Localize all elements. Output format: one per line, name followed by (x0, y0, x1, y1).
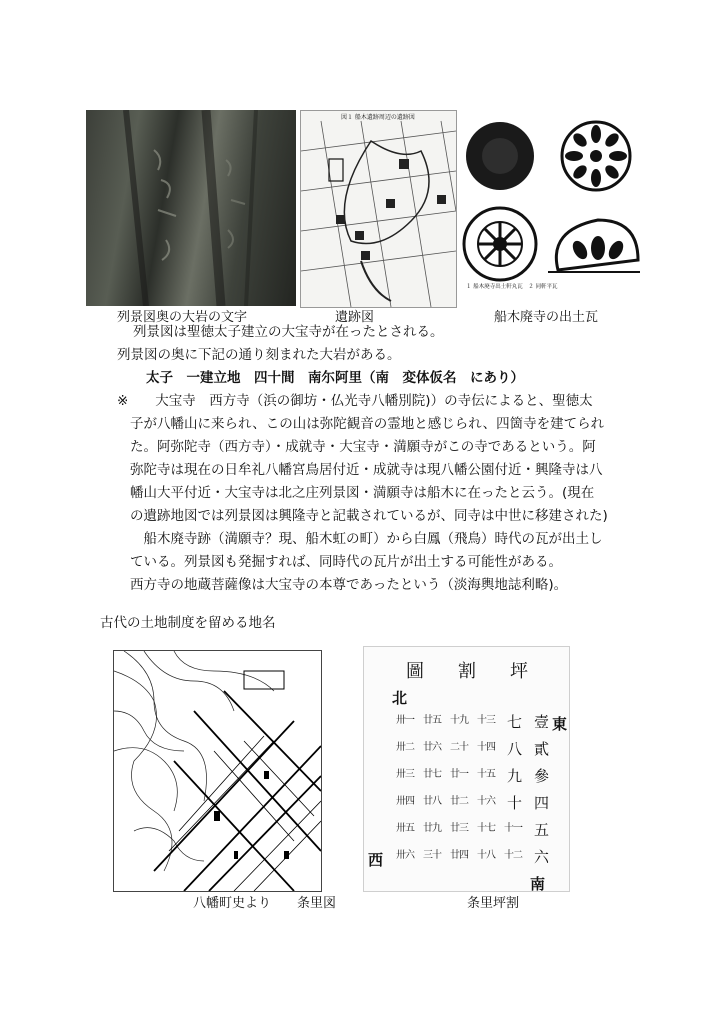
tsubowari-title-char: 割 (458, 661, 476, 682)
tsubo-cell: 卅三 (396, 769, 414, 780)
tsubo-cell: 卅四 (396, 796, 414, 807)
caption-tsubowari: 条里坪割 (467, 896, 520, 911)
south-label: 南 (530, 875, 546, 893)
tsubo-cell: 十四 (477, 742, 495, 753)
jori-map (113, 650, 322, 892)
body-line-1: 列景図は聖徳太子建立の大宝寺が在ったとされる。 (133, 324, 444, 340)
north-label: 北 (392, 689, 408, 707)
text-line: 子が八幡山に来られ、この山は弥陀観音の霊地と感じられ、四箇寺を建てられ (130, 416, 605, 432)
tsubo-cell: 卅六 (396, 850, 414, 861)
text-line: 船木廃寺跡（満願寺？現、船木虹の町）から白鳳（飛鳥）時代の瓦が出土し (130, 531, 603, 547)
caption-ruins: 遺跡図 (335, 310, 375, 325)
tsubo-cell: 四 (534, 794, 550, 812)
temple-history-paragraph (117, 391, 608, 529)
text-line: ※ 大宝寺 西方寺（浜の御坊・仏光寺八幡別院)）の寺伝によると、聖徳太 (117, 393, 593, 409)
tsubo-cell: 廿九 (423, 823, 441, 834)
tsubo-cell: 十二 (504, 850, 522, 861)
tsubo-cell: 十七 (477, 823, 495, 834)
tsubo-cell: 九 (507, 767, 523, 785)
tsubo-cell: 十九 (450, 715, 468, 726)
tsubo-cell: 六 (534, 848, 550, 866)
text-line: 幡山大平付近・大宝寺は北之庄列景図・満願寺は船木に在ったと云う。(現在 (130, 485, 595, 501)
excavated-tiles-figure (458, 110, 640, 306)
tsubo-cell: 十五 (477, 769, 495, 780)
funaki-ruins-paragraph (130, 529, 603, 575)
saihoji-paragraph: 西方寺の地蔵菩薩像は大宝寺の本尊であったという（淡海輿地誌利略)。 (130, 577, 568, 593)
text-line: 弥陀寺は現在の日牟礼八幡宮鳥居付近・成就寺は現八幡公園付近・興隆寺は八 (130, 462, 603, 478)
caption-jorizu: 八幡町史より 条里図 (193, 896, 337, 911)
east-label: 東 (552, 715, 568, 733)
tsubo-cell: 卅二 (396, 742, 414, 753)
tsubo-cell: 廿二 (450, 796, 468, 807)
tsubo-cell: 卅一 (396, 715, 414, 726)
section-title: 古代の土地制度を留める地名 (100, 615, 276, 631)
text-line: ている。列景図も発掘すれば、同時代の瓦片が出土する可能性がある。 (130, 554, 562, 570)
tsubowari-title-char: 坪 (510, 661, 528, 682)
tsubo-cell: 壹 (534, 713, 550, 731)
tsubowari-title-char: 圖 (406, 661, 424, 682)
tsubo-cell: 十八 (477, 850, 495, 861)
tsubo-cell: 廿五 (423, 715, 441, 726)
tiles-note: １ 船木廃寺出土軒丸瓦 ２ 同軒平瓦 (466, 284, 558, 290)
tsubo-cell: 十一 (504, 823, 522, 834)
tsubo-cell: 八 (507, 740, 523, 758)
tsubo-cell: 二十 (450, 742, 468, 753)
caption-rock: 列景図奥の大岩の文字 (117, 310, 248, 325)
tsubo-cell: 五 (534, 821, 550, 839)
rock-inscription-photo (86, 110, 296, 306)
rock-inscription-text: 太子 一建立地 四十間 南尓阿里（南 変体仮名 にあり） (146, 370, 524, 386)
tsubo-cell: 十 (507, 794, 523, 812)
tsubowari-chart (363, 646, 570, 892)
rock-texture-graphic (86, 110, 296, 306)
ruins-map-graphic (301, 111, 456, 307)
text-line: た。阿弥陀寺（西方寺）・成就寺・大宝寺・満願寺がこの寺であるという。阿 (130, 439, 596, 455)
body-line-2: 列景図の奥に下記の通り刻まれた大岩がある。 (117, 347, 401, 363)
jori-map-graphic (114, 651, 321, 891)
text-line: の遺跡地図では列景図は興隆寺と記載されているが、同寺は中世に移建された) (130, 508, 608, 524)
tsubo-cell: 三十 (423, 850, 441, 861)
ruins-map (300, 110, 457, 308)
tsubo-cell: 十六 (477, 796, 495, 807)
tsubo-cell: 廿八 (423, 796, 441, 807)
tsubo-cell: 七 (507, 713, 523, 731)
tsubo-cell: 廿六 (423, 742, 441, 753)
west-label: 西 (368, 851, 384, 869)
tsubo-cell: 廿七 (423, 769, 441, 780)
tsubo-cell: 參 (534, 767, 550, 785)
caption-tiles: 船木廃寺の出土瓦 (494, 310, 599, 325)
tsubo-cell: 卅五 (396, 823, 414, 834)
tsubo-cell: 廿四 (450, 850, 468, 861)
tsubo-cell: 廿一 (450, 769, 468, 780)
ruins-map-title: 図１ 船木遺跡周辺の遺跡図 (341, 114, 415, 121)
tsubo-cell: 十三 (477, 715, 495, 726)
tsubo-cell: 廿三 (450, 823, 468, 834)
tsubo-cell: 貳 (534, 740, 550, 758)
tiles-graphic (458, 110, 640, 306)
